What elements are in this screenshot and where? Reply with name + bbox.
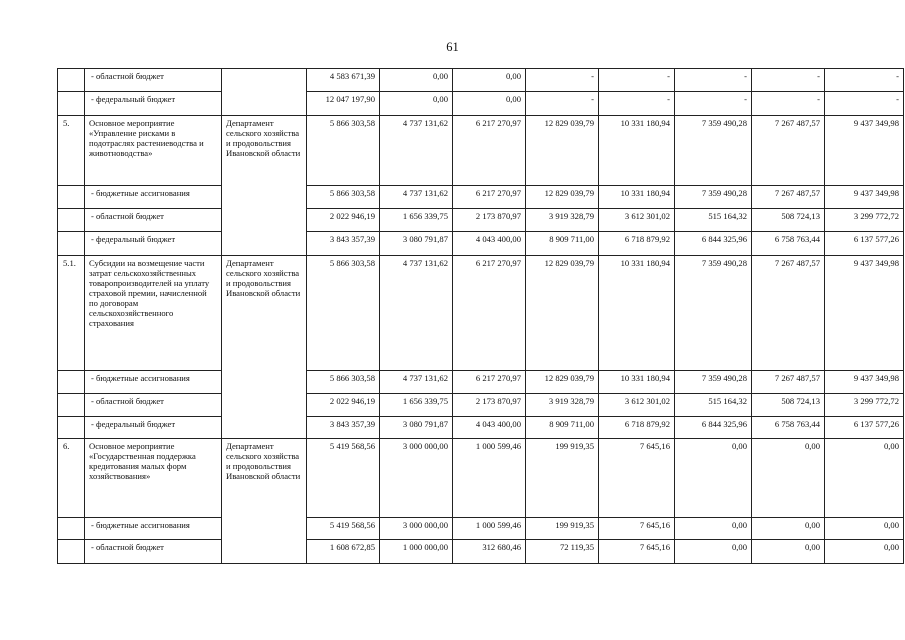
value-cell: 6 137 577,26 <box>825 232 904 256</box>
table-row <box>58 92 904 116</box>
value-cell: 4 737 131,62 <box>380 116 453 186</box>
value-cell: 7 645,16 <box>599 540 675 564</box>
value-cell: 5 419 568,56 <box>307 518 380 540</box>
value-cell: 72 119,35 <box>526 540 599 564</box>
value-cell: 7 359 490,28 <box>675 116 752 186</box>
value-cell: 0,00 <box>825 518 904 540</box>
value-cell: - <box>599 92 675 116</box>
value-cell: 9 437 349,98 <box>825 186 904 209</box>
table-row <box>58 69 904 92</box>
value-cell: 515 164,32 <box>675 394 752 417</box>
value-cell: 6 217 270,97 <box>453 256 526 371</box>
value-cell: - <box>526 92 599 116</box>
value-cell: 12 829 039,79 <box>526 116 599 186</box>
row-name: - бюджетные ассигнования <box>85 518 222 540</box>
value-cell: 3 000 000,00 <box>380 518 453 540</box>
value-cell: 1 000 599,46 <box>453 439 526 518</box>
value-cell: 515 164,32 <box>675 209 752 232</box>
value-cell: 9 437 349,98 <box>825 256 904 371</box>
value-cell: 5 866 303,58 <box>307 116 380 186</box>
value-cell: 199 919,35 <box>526 518 599 540</box>
value-cell: 1 656 339,75 <box>380 209 453 232</box>
value-cell: 7 267 487,57 <box>752 186 825 209</box>
value-cell: 5 419 568,56 <box>307 439 380 518</box>
value-cell: 10 331 180,94 <box>599 371 675 394</box>
value-cell: 10 331 180,94 <box>599 116 675 186</box>
value-cell: 3 612 301,02 <box>599 209 675 232</box>
value-cell: 4 043 400,00 <box>453 232 526 256</box>
value-cell: 508 724,13 <box>752 394 825 417</box>
value-cell: 0,00 <box>825 540 904 564</box>
row-name: Основное мероприятие «Государственная поддержка кредитования малых форм хозяйствования» <box>85 439 222 518</box>
table-row <box>58 417 904 439</box>
value-cell: 3 612 301,02 <box>599 394 675 417</box>
value-cell: 7 359 490,28 <box>675 256 752 371</box>
value-cell: 0,00 <box>380 92 453 116</box>
value-cell: 6 844 325,96 <box>675 232 752 256</box>
value-cell: 5 866 303,58 <box>307 371 380 394</box>
value-cell: 3 080 791,87 <box>380 417 453 439</box>
table-row <box>58 540 904 564</box>
row-name: Основное мероприятие «Управление рисками в подотраслях растениеводства и животноводства» <box>85 116 222 186</box>
value-cell: - <box>675 69 752 92</box>
value-cell: 4 737 131,62 <box>380 186 453 209</box>
value-cell: 3 919 328,79 <box>526 394 599 417</box>
row-name: - бюджетные ассигнования <box>85 371 222 394</box>
value-cell: 12 829 039,79 <box>526 186 599 209</box>
value-cell: 12 829 039,79 <box>526 371 599 394</box>
row-number <box>58 186 85 209</box>
value-cell: 0,00 <box>752 439 825 518</box>
value-cell: 0,00 <box>825 439 904 518</box>
value-cell: 6 844 325,96 <box>675 417 752 439</box>
row-name: - областной бюджет <box>85 69 222 92</box>
table-row <box>58 209 904 232</box>
row-number: 6. <box>58 439 85 518</box>
row-number: 5. <box>58 116 85 186</box>
table-row <box>58 232 904 256</box>
value-cell: 0,00 <box>453 69 526 92</box>
value-cell: - <box>752 69 825 92</box>
value-cell: 7 645,16 <box>599 518 675 540</box>
value-cell: 0,00 <box>675 518 752 540</box>
value-cell: 3 843 357,39 <box>307 417 380 439</box>
value-cell: 0,00 <box>380 69 453 92</box>
value-cell: 12 047 197,90 <box>307 92 380 116</box>
row-name: - федеральный бюджет <box>85 232 222 256</box>
value-cell: 10 331 180,94 <box>599 186 675 209</box>
value-cell: 4 043 400,00 <box>453 417 526 439</box>
row-number: 5.1. <box>58 256 85 371</box>
value-cell: 6 137 577,26 <box>825 417 904 439</box>
department-cell: Департамент сельского хозяйства и продовольствия Ивановской области <box>222 256 307 439</box>
value-cell: 3 299 772,72 <box>825 394 904 417</box>
row-number <box>58 540 85 564</box>
table-row <box>58 256 904 371</box>
value-cell: 508 724,13 <box>752 209 825 232</box>
row-name: Субсидии на возмещение части затрат сельскохозяйственных товаропроизводителей на уплату страховой премии, начисленной по договорам сельскохозяйственного страхования <box>85 256 222 371</box>
row-name: - бюджетные ассигнования <box>85 186 222 209</box>
value-cell: 2 173 870,97 <box>453 394 526 417</box>
table-row <box>58 439 904 518</box>
value-cell: 6 217 270,97 <box>453 186 526 209</box>
value-cell: 12 829 039,79 <box>526 256 599 371</box>
department-cell: Департамент сельского хозяйства и продовольствия Ивановской области <box>222 116 307 256</box>
value-cell: 6 217 270,97 <box>453 116 526 186</box>
row-name: - областной бюджет <box>85 394 222 417</box>
value-cell: 1 000 599,46 <box>453 518 526 540</box>
value-cell: 3 299 772,72 <box>825 209 904 232</box>
value-cell: 7 267 487,57 <box>752 116 825 186</box>
value-cell: 8 909 711,00 <box>526 417 599 439</box>
value-cell: - <box>825 92 904 116</box>
value-cell: 0,00 <box>675 439 752 518</box>
table-body <box>58 69 904 564</box>
value-cell: 8 909 711,00 <box>526 232 599 256</box>
table-row <box>58 394 904 417</box>
table-row <box>58 186 904 209</box>
value-cell: 3 843 357,39 <box>307 232 380 256</box>
value-cell: 6 758 763,44 <box>752 417 825 439</box>
value-cell: 5 866 303,58 <box>307 186 380 209</box>
row-name: - федеральный бюджет <box>85 417 222 439</box>
value-cell: 2 173 870,97 <box>453 209 526 232</box>
row-number <box>58 518 85 540</box>
value-cell: - <box>599 69 675 92</box>
value-cell: 0,00 <box>752 518 825 540</box>
value-cell: 4 737 131,62 <box>380 256 453 371</box>
value-cell: 312 680,46 <box>453 540 526 564</box>
value-cell: 7 645,16 <box>599 439 675 518</box>
value-cell: 7 267 487,57 <box>752 256 825 371</box>
value-cell: 3 000 000,00 <box>380 439 453 518</box>
value-cell: 6 758 763,44 <box>752 232 825 256</box>
value-cell: 4 737 131,62 <box>380 371 453 394</box>
row-name: - федеральный бюджет <box>85 92 222 116</box>
value-cell: 0,00 <box>675 540 752 564</box>
row-name: - областной бюджет <box>85 540 222 564</box>
value-cell: - <box>526 69 599 92</box>
table-row <box>58 116 904 186</box>
value-cell: 199 919,35 <box>526 439 599 518</box>
value-cell: 0,00 <box>752 540 825 564</box>
budget-table <box>57 68 904 564</box>
value-cell: 7 359 490,28 <box>675 186 752 209</box>
value-cell: 4 583 671,39 <box>307 69 380 92</box>
row-number <box>58 232 85 256</box>
value-cell: 5 866 303,58 <box>307 256 380 371</box>
value-cell: 7 359 490,28 <box>675 371 752 394</box>
value-cell: 2 022 946,19 <box>307 209 380 232</box>
value-cell: 6 217 270,97 <box>453 371 526 394</box>
row-number <box>58 209 85 232</box>
value-cell: 2 022 946,19 <box>307 394 380 417</box>
value-cell: 3 919 328,79 <box>526 209 599 232</box>
value-cell: - <box>675 92 752 116</box>
table-row <box>58 371 904 394</box>
row-number <box>58 371 85 394</box>
value-cell: 3 080 791,87 <box>380 232 453 256</box>
value-cell: 10 331 180,94 <box>599 256 675 371</box>
row-number <box>58 92 85 116</box>
value-cell: 6 718 879,92 <box>599 232 675 256</box>
row-name: - областной бюджет <box>85 209 222 232</box>
value-cell: - <box>825 69 904 92</box>
value-cell: 1 608 672,85 <box>307 540 380 564</box>
page-number: 61 <box>446 40 459 54</box>
table-row <box>58 518 904 540</box>
value-cell: 7 267 487,57 <box>752 371 825 394</box>
value-cell: 9 437 349,98 <box>825 116 904 186</box>
row-number <box>58 394 85 417</box>
department-cell <box>222 69 307 116</box>
row-number <box>58 417 85 439</box>
value-cell: 1 000 000,00 <box>380 540 453 564</box>
value-cell: 1 656 339,75 <box>380 394 453 417</box>
value-cell: 6 718 879,92 <box>599 417 675 439</box>
value-cell: 9 437 349,98 <box>825 371 904 394</box>
row-number <box>58 69 85 92</box>
value-cell: - <box>752 92 825 116</box>
value-cell: 0,00 <box>453 92 526 116</box>
department-cell: Департамент сельского хозяйства и продовольствия Ивановской области <box>222 439 307 564</box>
